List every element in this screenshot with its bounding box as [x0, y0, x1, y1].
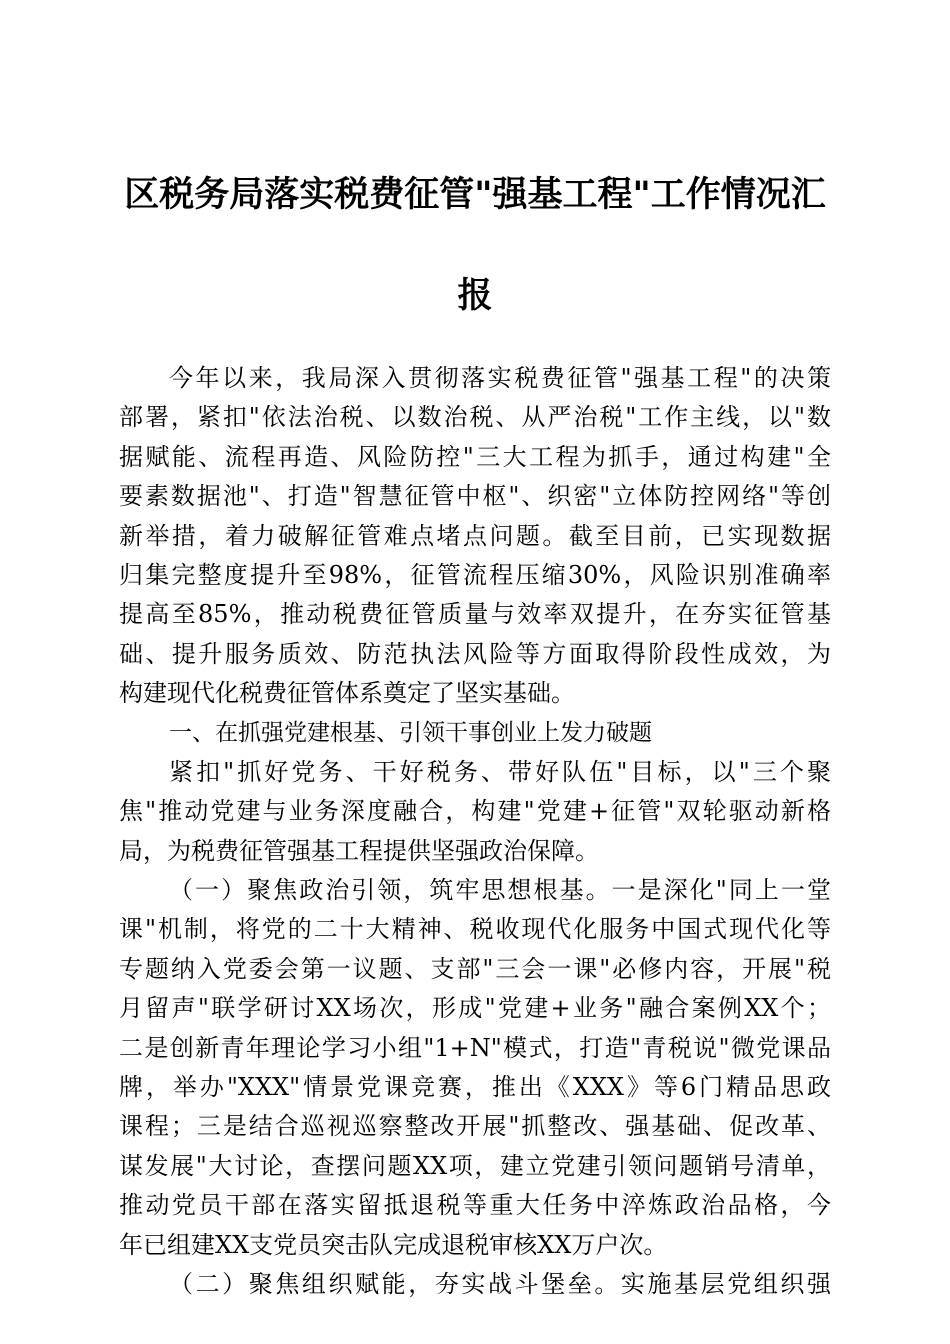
body-text-line: 提高至85%，推动税费征管质量与效率双提升，在夯实征管基 [119, 600, 831, 629]
body-text-line: 紧扣"抓好党务、干好税务、带好队伍"目标，以"三个聚 [169, 757, 831, 786]
document-title [110, 168, 840, 370]
body-text-line: 谋发展"大讨论，查摆问题XX项，建立党建引领问题销号清单， [119, 1151, 831, 1180]
body-text-line: 牌，举办"XXX"情景党课竞赛，推出《XXX》等6门精品思政 [119, 1073, 831, 1102]
body-text-line: 构建现代化税费征管体系奠定了坚实基础。 [119, 679, 575, 708]
body-text-line: 焦"推动党建与业务深度融合，构建"党建+征管"双轮驱动新格 [119, 797, 831, 826]
body-text-line: 据赋能、流程再造、风险防控"三大工程为抓手，通过构建"全 [119, 442, 831, 471]
body-text-line: 课程；三是结合巡视巡察整改开展"抓整改、强基础、促改革、 [119, 1112, 831, 1141]
body-text-line: 新举措，着力破解征管难点堵点问题。截至目前，已实现数据 [119, 521, 831, 550]
body-text-line: 推动党员干部在落实留抵退税等重大任务中淬炼政治品格，今 [119, 1191, 831, 1220]
body-text-line: 部署，紧扣"依法治税、以数治税、从严治税"工作主线，以"数 [119, 403, 831, 432]
body-text-line: 归集完整度提升至98%，征管流程压缩30%，风险识别准确率 [119, 560, 831, 589]
body-text-line: 要素数据池"、打造"智慧征管中枢"、织密"立体防控网络"等创 [119, 482, 831, 511]
body-text-line: （一）聚焦政治引领，筑牢思想根基。一是深化"同上一堂 [169, 876, 831, 905]
body-text-line: 础、提升服务质效、防范执法风险等方面取得阶段性成效，为 [119, 639, 831, 668]
body-text-line: 局，为税费征管强基工程提供坚强政治保障。 [119, 836, 599, 865]
body-text-line: 月留声"联学研讨XX场次，形成"党建+业务"融合案例XX个； [119, 994, 831, 1023]
body-text-line: 专题纳入党委会第一议题、支部"三会一课"必修内容，开展"税 [119, 954, 831, 983]
section-heading: 一、在抓强党建根基、引领干事创业上发力破题 [169, 719, 652, 746]
body-text-line: 课"机制，将党的二十大精神、税收现代化服务中国式现代化等 [119, 915, 831, 944]
body-text-line: 二是创新青年理论学习小组"1+N"模式，打造"青税说"微党课品 [119, 1033, 831, 1062]
body-text-line: 年已组建XX支党员突击队完成退税审核XX万户次。 [119, 1230, 668, 1259]
body-text-line: （二）聚焦组织赋能，夯实战斗堡垒。实施基层党组织强 [169, 1269, 831, 1298]
document-body [119, 359, 831, 1304]
body-text-line: 今年以来，我局深入贯彻落实税费征管"强基工程"的决策 [169, 364, 831, 392]
title-line-1: 区税务局落实税费征管"强基工程"工作情况汇 [124, 174, 826, 215]
title-line-2: 报 [457, 275, 493, 316]
